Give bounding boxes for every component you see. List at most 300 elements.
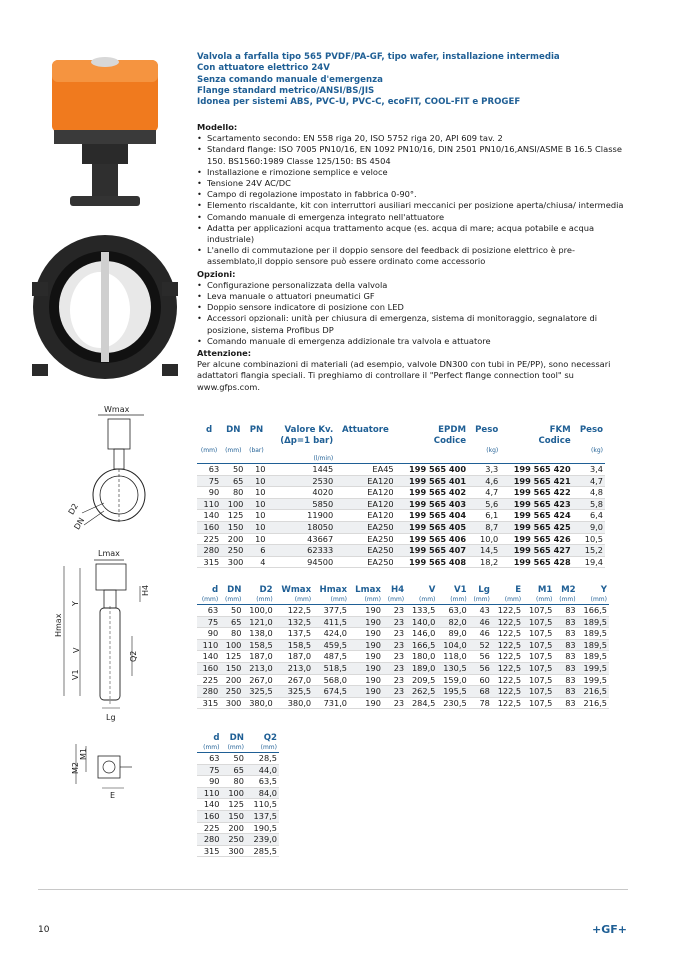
table-cell: 56 — [469, 651, 492, 663]
table-cell: 568,0 — [313, 674, 349, 686]
table-cell: 199 565 406 — [396, 533, 468, 545]
table-row — [197, 776, 279, 788]
list-item: • Adatta per applicazioni acqua trattamento acque (es. acqua di mare; acqua potabile e acqua industriale) — [197, 223, 627, 245]
table-cell: 380,0 — [275, 697, 313, 709]
list-item: • Accessori opzionali: unità per chiusura di emergenza, sistema di monitoraggio, segnalatore di posizione, sistema Profibus DP — [197, 313, 627, 335]
col-header — [335, 436, 395, 447]
opzioni-list — [197, 280, 627, 347]
table-cell: 83 — [554, 628, 577, 640]
table-cell: 166,5 — [578, 605, 609, 617]
table-cell: 44,0 — [246, 764, 279, 776]
table-cell: 83 — [554, 605, 577, 617]
col-header: D2 — [259, 585, 273, 595]
table-cell: 315 — [197, 556, 221, 568]
order-codes-table — [197, 425, 605, 568]
table-cell: 199 565 404 — [396, 510, 468, 522]
table-cell: 187,0 — [275, 651, 313, 663]
dim-label: M1 — [79, 748, 88, 760]
table-cell: 83 — [554, 662, 577, 674]
table-cell: 190 — [349, 605, 383, 617]
table-cell: 18,2 — [468, 556, 500, 568]
table-cell: 82,0 — [437, 616, 468, 628]
table-cell: 83 — [554, 651, 577, 663]
table-cell: 315 — [197, 697, 220, 709]
table-cell: 23 — [383, 639, 406, 651]
col-header: M2 — [561, 585, 576, 595]
table-cell: 160 — [197, 662, 220, 674]
col-header: DN — [229, 733, 244, 743]
table-cell: 199 565 403 — [396, 498, 468, 510]
attenzione-text: Per alcune combinazioni di materiali (ad esempio, valvole DN300 con tubi in PE/PP), sono necessari adattatori flangia speciali. Ti preghiamo di controllare il "Perfect flange connection tool" su www.gfps.com. — [197, 359, 611, 392]
table-cell: 23 — [383, 686, 406, 698]
col-header: d — [206, 425, 213, 435]
table-cell: 200 — [220, 674, 243, 686]
unit-label: (kg) — [591, 447, 603, 454]
table-cell: 125 — [221, 799, 245, 811]
table-row — [197, 545, 605, 557]
table-cell: 110,5 — [246, 799, 279, 811]
table-cell: 11900 — [268, 510, 336, 522]
table-cell: 4,7 — [573, 475, 605, 487]
table-cell: 80 — [221, 487, 245, 499]
table-cell: 118,0 — [437, 651, 468, 663]
table-cell: 731,0 — [313, 697, 349, 709]
table-cell: 52 — [469, 639, 492, 651]
table-cell: 63,5 — [246, 776, 279, 788]
table-cell: 23 — [383, 674, 406, 686]
table-cell: 23 — [383, 616, 406, 628]
dim-label: DN — [72, 516, 87, 532]
opzioni-title: Opzioni: — [197, 268, 236, 279]
table-cell: 10 — [245, 475, 267, 487]
dim-label: M2 — [71, 762, 80, 774]
table-cell: 199 565 405 — [396, 521, 468, 533]
table-cell: 5850 — [268, 498, 336, 510]
table-cell: 280 — [197, 545, 221, 557]
table-cell: 225 — [197, 822, 221, 834]
table-cell: 28,5 — [246, 753, 279, 765]
col-header: E — [515, 585, 522, 595]
table-cell: 158,5 — [275, 639, 313, 651]
table-cell: 23 — [383, 628, 406, 640]
unit-label: (mm) — [578, 596, 609, 605]
table-cell: 75 — [197, 475, 221, 487]
table-cell: 23 — [383, 662, 406, 674]
table-cell: 213,0 — [243, 662, 274, 674]
table-cell: 300 — [220, 697, 243, 709]
unit-label: (mm) — [246, 744, 279, 753]
table-cell: 158,5 — [243, 639, 274, 651]
table-cell: 2530 — [268, 475, 336, 487]
table-cell: 190 — [349, 686, 383, 698]
header-line: Idonea per sistemi ABS, PVC-U, PVC-C, ecoFIT, COOL-FIT e PROGEF — [197, 97, 521, 108]
table-cell: 216,5 — [578, 697, 609, 709]
table-cell: 100 — [220, 639, 243, 651]
table-cell: 3,3 — [468, 464, 500, 476]
table-cell: 189,5 — [578, 616, 609, 628]
table-cell: 267,0 — [275, 674, 313, 686]
table-cell: 132,5 — [275, 616, 313, 628]
table-cell: 46 — [469, 628, 492, 640]
table-row — [197, 651, 609, 663]
table-cell: 65 — [221, 764, 245, 776]
table-cell: 5,8 — [573, 498, 605, 510]
dim-label: V — [72, 647, 81, 653]
dimensions-table — [197, 585, 609, 709]
unit-label: (mm) — [197, 596, 220, 605]
table-cell: 15,2 — [573, 545, 605, 557]
table-cell: 63 — [197, 753, 221, 765]
unit-label — [573, 455, 605, 464]
table-cell: 100 — [221, 498, 245, 510]
table-cell: 140 — [197, 799, 221, 811]
table-cell: EA250 — [335, 533, 395, 545]
list-item: • Installazione e rimozione semplice e veloce — [197, 167, 627, 178]
table-row — [197, 616, 609, 628]
table-cell: 100 — [221, 787, 245, 799]
table-cell: 137,5 — [246, 810, 279, 822]
table-cell: 83 — [554, 697, 577, 709]
table-cell: 674,5 — [313, 686, 349, 698]
col-header: Lg — [478, 585, 490, 595]
unit-label: (mm) — [220, 596, 243, 605]
table-cell: 150 — [221, 521, 245, 533]
table-cell: 6 — [245, 545, 267, 557]
dim-label: H4 — [141, 584, 150, 596]
unit-label — [245, 455, 267, 464]
attenzione-title: Attenzione: — [197, 348, 252, 359]
table-cell: 121,0 — [243, 616, 274, 628]
dim-label: V1 — [71, 669, 80, 680]
unit-label — [396, 455, 468, 464]
col-header: Valore Kv. — [284, 425, 334, 435]
table-cell: 4,7 — [468, 487, 500, 499]
list-item: • Scartamento secondo: EN 558 riga 20, ISO 5752 riga 20, API 609 tav. 2 — [197, 133, 627, 144]
table-cell: 267,0 — [243, 674, 274, 686]
table-cell: 60 — [469, 674, 492, 686]
table-cell: 159,0 — [437, 674, 468, 686]
col-header: Codice — [433, 436, 467, 446]
unit-label — [468, 455, 500, 464]
table-cell: 68 — [469, 686, 492, 698]
table-row — [197, 605, 609, 617]
table-cell: EA250 — [335, 556, 395, 568]
table-cell: 150 — [221, 810, 245, 822]
unit-label: (mm) — [349, 596, 383, 605]
table-cell: 133,5 — [406, 605, 437, 617]
table-cell: 380,0 — [243, 697, 274, 709]
table-cell: 199 565 428 — [500, 556, 572, 568]
unit-label: (mm) — [313, 596, 349, 605]
table-cell: 90 — [197, 487, 221, 499]
col-header: (Δp=1 bar) — [280, 436, 334, 446]
table-cell: 209,5 — [406, 674, 437, 686]
table-row — [197, 686, 609, 698]
table-cell: 6,1 — [468, 510, 500, 522]
table-cell: 213,0 — [275, 662, 313, 674]
table-cell: 200 — [221, 533, 245, 545]
table-row — [197, 799, 279, 811]
table-cell: EA250 — [335, 521, 395, 533]
table-cell: 19,4 — [573, 556, 605, 568]
table-cell: 189,0 — [406, 662, 437, 674]
table-cell: 107,5 — [523, 662, 554, 674]
unit-label — [197, 455, 221, 464]
table-row — [197, 628, 609, 640]
header-line: Senza comando manuale d'emergenza — [197, 74, 383, 85]
table-cell: 43 — [469, 605, 492, 617]
table-cell: 199 565 422 — [500, 487, 572, 499]
table-cell: 78 — [469, 697, 492, 709]
col-header: Hmax — [319, 585, 348, 595]
product-header — [197, 52, 637, 108]
table-row — [197, 521, 605, 533]
unit-label: (mm) — [554, 596, 577, 605]
table-cell: 4020 — [268, 487, 336, 499]
dim-label: Lmax — [98, 549, 120, 558]
col-header: Peso — [579, 425, 603, 435]
table-row — [197, 822, 279, 834]
table-cell: 199 565 425 — [500, 521, 572, 533]
unit-label: (mm) — [492, 596, 523, 605]
table-cell: 518,5 — [313, 662, 349, 674]
unit-label: (bar) — [249, 447, 264, 454]
list-item: • Comando manuale di emergenza addizionale tra valvola e attuatore — [197, 336, 627, 347]
table-cell: 199,5 — [578, 674, 609, 686]
table-cell: 199 565 400 — [396, 464, 468, 476]
table-cell: 107,5 — [523, 628, 554, 640]
unit-label: (mm) — [243, 596, 274, 605]
table-cell: 46 — [469, 616, 492, 628]
table-cell: 107,5 — [523, 651, 554, 663]
table-cell: 6,4 — [573, 510, 605, 522]
unit-label — [335, 455, 395, 464]
col-header: Q2 — [263, 733, 277, 743]
table-row — [197, 498, 605, 510]
table-cell: 9,0 — [573, 521, 605, 533]
table-cell: 63 — [197, 464, 221, 476]
table-row — [197, 764, 279, 776]
table-cell: 10,0 — [468, 533, 500, 545]
col-header: Peso — [475, 425, 499, 435]
table-cell: 122,5 — [492, 697, 523, 709]
header-line: Valvola a farfalla tipo 565 PVDF/PA-GF, tipo wafer, installazione intermedia — [197, 52, 560, 62]
unit-label: (l/min) — [268, 455, 336, 464]
table-cell: 107,5 — [523, 697, 554, 709]
table-cell: 14,5 — [468, 545, 500, 557]
unit-label — [268, 447, 336, 455]
table-cell: 1445 — [268, 464, 336, 476]
table-cell: 200 — [221, 822, 245, 834]
table-cell: 83 — [554, 674, 577, 686]
col-header — [197, 436, 221, 447]
table-cell: 83 — [554, 686, 577, 698]
table-cell: 250 — [221, 834, 245, 846]
table-row — [197, 753, 279, 765]
table-cell: 107,5 — [523, 639, 554, 651]
table-cell: 90 — [197, 628, 220, 640]
front-view-drawing — [62, 403, 162, 543]
table-cell: 10 — [245, 487, 267, 499]
table-cell: 424,0 — [313, 628, 349, 640]
col-header: H4 — [390, 585, 405, 595]
table-cell: 80 — [220, 628, 243, 640]
table-cell: 190,5 — [246, 822, 279, 834]
unit-label: (mm) — [437, 596, 468, 605]
table-cell: 84,0 — [246, 787, 279, 799]
table-cell: 5,6 — [468, 498, 500, 510]
unit-label — [396, 447, 468, 455]
modello-list — [197, 133, 627, 267]
table-cell: 199 565 421 — [500, 475, 572, 487]
unit-label — [335, 447, 395, 455]
table-cell: 104,0 — [437, 639, 468, 651]
table-cell: 125 — [221, 510, 245, 522]
col-header: PN — [249, 425, 264, 435]
table-cell: 75 — [197, 616, 220, 628]
table-cell: 190 — [349, 639, 383, 651]
col-header: V1 — [454, 585, 467, 595]
table-cell: 190 — [349, 697, 383, 709]
table-cell: 160 — [197, 810, 221, 822]
table-row — [197, 810, 279, 822]
unit-label: (mm) — [200, 447, 218, 454]
table-cell: 190 — [349, 651, 383, 663]
unit-label — [221, 455, 245, 464]
table-cell: 199 565 427 — [500, 545, 572, 557]
table-cell: 230,5 — [437, 697, 468, 709]
table-cell: 250 — [220, 686, 243, 698]
table-cell: 62333 — [268, 545, 336, 557]
table-cell: 8,7 — [468, 521, 500, 533]
unit-label: (mm) — [197, 744, 221, 753]
col-header: d — [213, 733, 220, 743]
table-cell: 4 — [245, 556, 267, 568]
table-cell: 130,5 — [437, 662, 468, 674]
table-cell: 110 — [197, 639, 220, 651]
col-header: Attuatore — [341, 425, 389, 435]
dim-label: Y — [71, 601, 80, 606]
table-cell: 190 — [349, 674, 383, 686]
table-cell: 122,5 — [492, 662, 523, 674]
unit-label: (mm) — [523, 596, 554, 605]
table-row — [197, 510, 605, 522]
table-cell: EA120 — [335, 510, 395, 522]
q2-table — [197, 733, 279, 857]
table-cell: 107,5 — [523, 686, 554, 698]
col-header — [573, 436, 605, 447]
unit-label: (mm) — [225, 447, 242, 454]
table-cell: 122,5 — [275, 605, 313, 617]
table-cell: 89,0 — [437, 628, 468, 640]
table-cell: EA250 — [335, 545, 395, 557]
table-cell: 487,5 — [313, 651, 349, 663]
table-cell: 180,0 — [406, 651, 437, 663]
table-cell: 280 — [197, 686, 220, 698]
table-cell: 190 — [349, 662, 383, 674]
table-cell: 411,5 — [313, 616, 349, 628]
table-cell: 65 — [220, 616, 243, 628]
table-cell: 190 — [349, 616, 383, 628]
table-cell: 56 — [469, 662, 492, 674]
table-cell: 280 — [197, 834, 221, 846]
table-cell: 122,5 — [492, 674, 523, 686]
table-row — [197, 487, 605, 499]
dim-label: Wmax — [104, 405, 130, 414]
dim-label: Hmax — [54, 613, 63, 637]
table-cell: 199,5 — [578, 662, 609, 674]
table-cell: 63,0 — [437, 605, 468, 617]
col-header: FKM — [549, 425, 571, 435]
table-row — [197, 533, 605, 545]
table-row — [197, 662, 609, 674]
table-cell: 80 — [221, 776, 245, 788]
col-header: d — [212, 585, 219, 595]
table-row — [197, 787, 279, 799]
table-cell: 199 565 407 — [396, 545, 468, 557]
dim-label: Q2 — [129, 650, 138, 662]
table-cell: 122,5 — [492, 639, 523, 651]
unit-label — [500, 447, 572, 455]
table-cell: 189,5 — [578, 628, 609, 640]
list-item: • Campo di regolazione impostato in fabbrica 0-90°. — [197, 189, 627, 200]
dim-label: E — [110, 791, 116, 800]
table-cell: 83 — [554, 639, 577, 651]
col-header: Wmax — [281, 585, 312, 595]
table-cell: 50 — [220, 605, 243, 617]
table-cell: 195,5 — [437, 686, 468, 698]
table-cell: 110 — [197, 498, 221, 510]
table-row — [197, 464, 605, 476]
table-cell: 75 — [197, 764, 221, 776]
table-cell: 199 565 402 — [396, 487, 468, 499]
table-cell: 250 — [221, 545, 245, 557]
header-line: Flange standard metrico/ANSI/BS/JIS — [197, 85, 375, 96]
table-cell: 150 — [220, 662, 243, 674]
table-cell: 459,5 — [313, 639, 349, 651]
unit-label: (kg) — [486, 447, 499, 454]
table-cell: 23 — [383, 651, 406, 663]
table-row — [197, 556, 605, 568]
description-body — [197, 121, 627, 393]
table-cell: 50 — [221, 753, 245, 765]
table-cell: 199 565 420 — [500, 464, 572, 476]
table-cell: 160 — [197, 521, 221, 533]
table-cell: 10 — [245, 498, 267, 510]
modello-title: Modello: — [197, 122, 238, 132]
table-cell: 225 — [197, 533, 221, 545]
table-cell: 140 — [197, 510, 221, 522]
table-cell: 10 — [245, 521, 267, 533]
table-cell: EA45 — [335, 464, 395, 476]
table-cell: 125 — [220, 651, 243, 663]
list-item: • Standard flange: ISO 7005 PN10/16, EN 1092 PN10/16, DIN 2501 PN10/16,ANSI/ASME B 16.5 Classe 150. BS1560:1989 Classe 125/150: BS 4504 — [197, 144, 627, 166]
table-row — [197, 697, 609, 709]
table-cell: 166,5 — [406, 639, 437, 651]
table-cell: EA120 — [335, 498, 395, 510]
table-cell: 199 565 401 — [396, 475, 468, 487]
list-item: • Comando manuale di emergenza integrato nell'attuatore — [197, 212, 627, 223]
table-cell: 300 — [221, 845, 245, 857]
table-cell: 3,4 — [573, 464, 605, 476]
table-cell: 4,8 — [573, 487, 605, 499]
table-cell: 23 — [383, 605, 406, 617]
table-cell: 10 — [245, 510, 267, 522]
col-header: Lmax — [355, 585, 381, 595]
table-cell: 199 565 408 — [396, 556, 468, 568]
dim-label: D2 — [66, 501, 81, 517]
table-row — [197, 639, 609, 651]
